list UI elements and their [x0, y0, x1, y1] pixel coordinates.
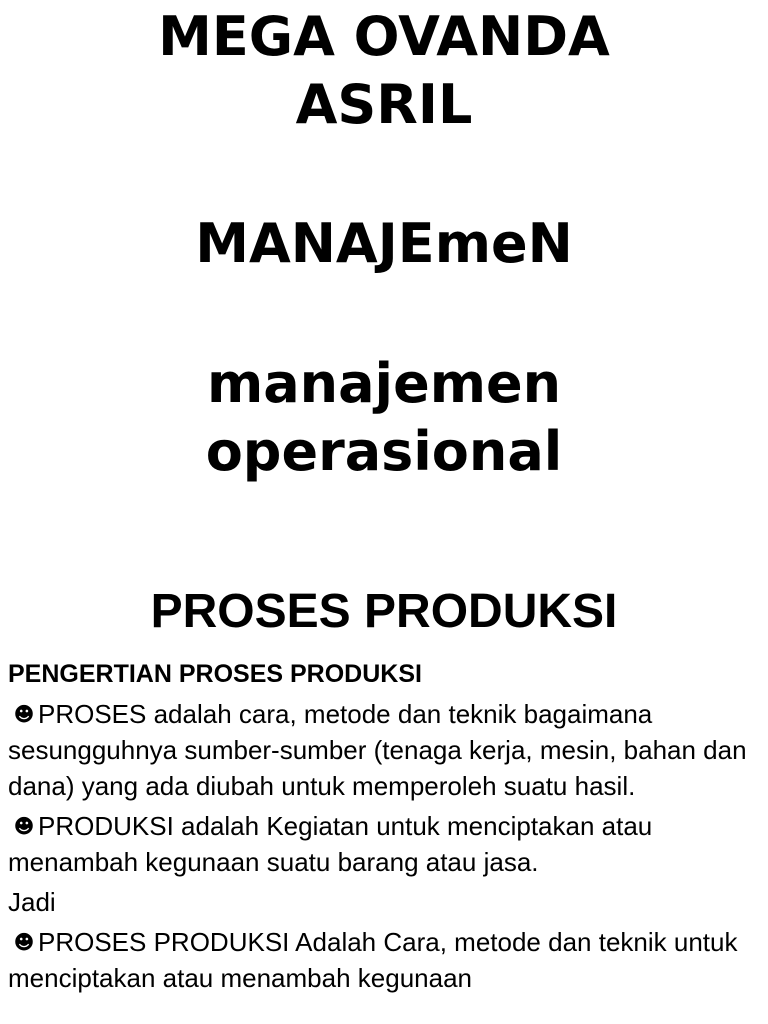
smiley-bullet-icon: ☻: [13, 814, 35, 838]
author-name-line-1: MEGA OVANDA: [158, 5, 610, 68]
smiley-bullet-icon: ☻: [13, 702, 35, 726]
subject-title-line-1: MANAJEmeN: [195, 212, 573, 275]
topic-title-line-2: operasional: [205, 420, 563, 483]
paragraph-produksi: [8, 808, 768, 880]
author-name: [0, 3, 768, 139]
paragraph-text: PRODUKSI adalah Kegiatan untuk menciptakan atau menambah kegunaan suatu barang atau jasa.: [8, 811, 653, 877]
author-name-line-2: ASRIL: [295, 73, 473, 136]
topic-title: [0, 350, 768, 486]
paragraph-jadi: [8, 884, 768, 920]
subject-title: [0, 210, 768, 278]
paragraph-text: PROSES PRODUKSI Adalah Cara, metode dan teknik untuk menciptakan atau menambah kegunaan: [8, 927, 738, 993]
paragraph-text: PROSES adalah cara, metode dan teknik bagaimana sesungguhnya sumber-sumber (tenaga kerja, mesin, bahan dan dana) yang ada diubah untuk memperoleh suatu hasil.: [8, 699, 747, 801]
smiley-bullet-icon: ☻: [13, 930, 35, 954]
paragraph-proses: [8, 696, 768, 804]
section-heading: PROSES PRODUKSI: [150, 585, 618, 638]
paragraph-proses-produksi: [8, 924, 768, 996]
paragraph-text: Jadi: [8, 887, 56, 917]
section-subheading: PENGERTIAN PROSES PRODUKSI: [8, 660, 422, 688]
body-text: [8, 656, 768, 1000]
topic-title-line-1: manajemen: [206, 352, 562, 415]
